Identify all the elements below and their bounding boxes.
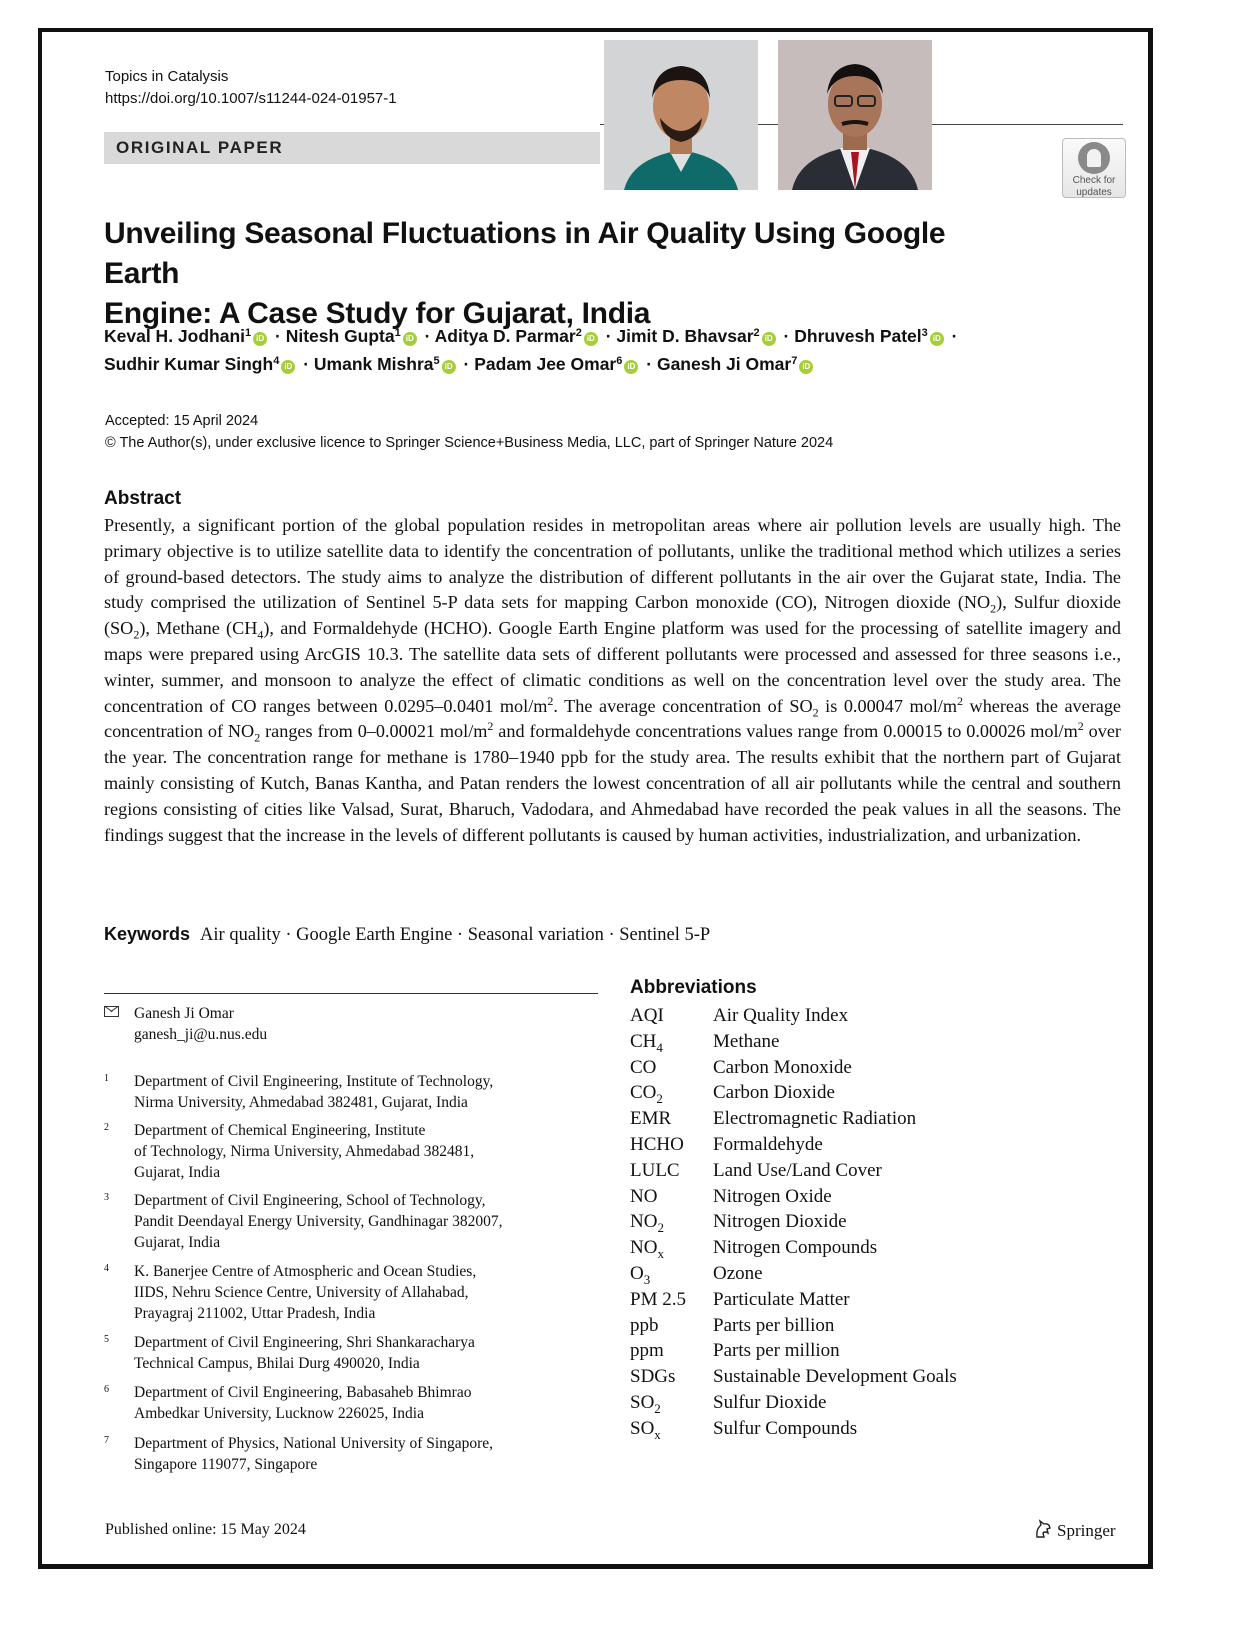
superscript: 2 xyxy=(487,719,494,734)
springer-horse-icon xyxy=(1033,1519,1053,1539)
abbreviation-row xyxy=(630,1055,1110,1081)
title-line-1: Unveiling Seasonal Fluctuations in Air Quality Using Google Earth xyxy=(104,217,946,290)
orcid-icon[interactable]: iD xyxy=(281,360,295,374)
title-line-2: Engine: A Case Study for Gujarat, India xyxy=(104,297,651,330)
affiliation-number: 5 xyxy=(104,1334,109,1345)
affiliation-number: 3 xyxy=(104,1192,109,1203)
author-aff: 2 xyxy=(575,327,582,339)
abbreviation-term xyxy=(630,1106,671,1132)
abbreviation-term-text: CO xyxy=(630,1082,657,1104)
abbreviation-definition: Nitrogen Oxide xyxy=(713,1185,832,1207)
author-name[interactable]: Sudhir Kumar Singh xyxy=(104,354,274,374)
separator: · xyxy=(783,326,790,346)
envelope-icon xyxy=(104,1006,119,1017)
author-aff: 7 xyxy=(791,355,798,367)
affiliation-line: Pandit Deendayal Energy University, Gandhinagar 382007, xyxy=(134,1213,503,1230)
journal-info xyxy=(105,66,397,110)
orcid-icon[interactable]: iD xyxy=(762,332,776,346)
orcid-icon[interactable]: iD xyxy=(799,360,813,374)
abbreviation-term-text: ppm xyxy=(630,1340,664,1362)
abbreviation-subscript: x xyxy=(657,1245,664,1261)
abbreviation-definition: Sulfur Dioxide xyxy=(713,1391,827,1413)
abstract-segment: ranges from 0–0.00021 mol/m xyxy=(260,721,488,742)
abstract-heading: Abstract xyxy=(104,488,182,509)
author-aff: 5 xyxy=(433,355,440,367)
affiliation-4 xyxy=(104,1261,564,1324)
check-for-updates-badge[interactable] xyxy=(1062,138,1126,198)
affiliation-number: 4 xyxy=(104,1263,109,1274)
abbreviation-row xyxy=(630,1364,1110,1390)
superscript: 2 xyxy=(547,693,554,708)
abbreviation-term xyxy=(630,1080,663,1106)
affiliation-line: Department of Chemical Engineering, Institute xyxy=(134,1122,426,1139)
superscript: 2 xyxy=(957,693,963,708)
abbreviation-term xyxy=(630,1364,675,1390)
abbreviation-definition: Particulate Matter xyxy=(713,1288,850,1310)
abbreviation-row xyxy=(630,1003,1110,1029)
abbreviation-definition: Electromagnetic Radiation xyxy=(713,1108,917,1130)
affiliation-line: Department of Physics, National University of Singapore, xyxy=(134,1435,494,1452)
abbreviation-term xyxy=(630,1055,656,1081)
author-photo-1 xyxy=(604,40,758,190)
affiliation-line: K. Banerjee Centre of Atmospheric and Ocean Studies, xyxy=(134,1263,477,1280)
abbreviation-term xyxy=(630,1338,664,1364)
affiliation-1 xyxy=(104,1071,564,1113)
affiliation-line: Ambedkar University, Lucknow 226025, India xyxy=(134,1405,424,1422)
abbreviation-term xyxy=(630,1132,684,1158)
abbreviation-term-text: CO xyxy=(630,1056,657,1078)
affiliation-2 xyxy=(104,1120,564,1183)
accepted-date: Accepted: 15 April 2024 xyxy=(105,413,259,429)
subscript: 2 xyxy=(254,731,261,746)
abbreviation-row xyxy=(630,1209,1110,1235)
author-name[interactable]: Dhruvesh Patel xyxy=(794,326,922,346)
abbreviations-list xyxy=(630,1003,1110,1442)
separator: · xyxy=(646,354,653,374)
affiliation-number: 7 xyxy=(104,1435,109,1446)
check-updates-icon xyxy=(1078,142,1110,174)
abbreviation-row xyxy=(630,1184,1110,1210)
abbreviation-term-text: NO xyxy=(630,1237,658,1259)
abbreviation-term xyxy=(630,1416,661,1442)
abbreviation-row xyxy=(630,1029,1110,1055)
abbreviation-term-text: O xyxy=(630,1262,644,1284)
abbreviation-subscript: 2 xyxy=(654,1400,661,1416)
abbreviation-term xyxy=(630,1261,650,1287)
email-link[interactable]: ganesh_ji@u.nus.edu xyxy=(134,1026,268,1043)
article-type-bar xyxy=(104,132,600,164)
affiliation-line: Department of Civil Engineering, Institute of Technology, xyxy=(134,1073,494,1090)
abbreviation-term xyxy=(630,1158,680,1184)
footnote-rule xyxy=(104,993,598,994)
paper-title xyxy=(104,214,984,334)
abbreviation-row xyxy=(630,1235,1110,1261)
author-name[interactable]: Ganesh Ji Omar xyxy=(656,354,792,374)
abbreviation-definition: Parts per billion xyxy=(713,1314,835,1336)
abbreviation-term xyxy=(630,1209,664,1235)
author-aff: 2 xyxy=(753,327,760,339)
abbreviation-row xyxy=(630,1106,1110,1132)
keywords-label: Keywords xyxy=(104,924,191,944)
abstract-segment: and formaldehyde concentrations values range from 0.00015 to 0.00026 mol/m xyxy=(493,721,1078,742)
abstract-segment: Presently, a significant portion of the global population resides in metropolitan areas where air pollution levels are usually high. The primary objective is to utilize satellite data to identify the concentration of pollutants, unlike the traditional method which utilizes a series of ground-based detectors. The study aims to analyze the distribution of different pollutants in the air over the Gujarat state, India. The study comprised the utilization of Sentinel 5-P data sets for mapping Carbon monoxide (CO), Nitrogen dioxide (NO xyxy=(104,515,1121,613)
orcid-icon[interactable]: iD xyxy=(253,332,267,346)
article-dates xyxy=(105,410,833,454)
separator: · xyxy=(424,326,431,346)
abstract-segment: ), Methane (CH xyxy=(139,618,258,639)
author-aff: 4 xyxy=(273,355,280,367)
affiliation-line: Department of Civil Engineering, Babasaheb Bhimrao xyxy=(134,1384,472,1401)
abbreviation-definition: Carbon Monoxide xyxy=(713,1056,852,1078)
author-name[interactable]: Padam Jee Omar xyxy=(474,354,617,374)
corresponding-author: Ganesh Ji Omar xyxy=(134,1005,234,1022)
subscript: 2 xyxy=(133,627,140,642)
abstract-segment: whereas the average concentration of NO xyxy=(104,695,1121,742)
abbreviation-term-text: CH xyxy=(630,1030,657,1052)
author-name[interactable]: Jimit D. Bhavsar xyxy=(616,326,754,346)
subscript: 4 xyxy=(257,627,264,642)
abstract-segment: is 0.00047 mol/m xyxy=(818,695,957,716)
keywords xyxy=(104,924,710,946)
doi-link[interactable]: https://doi.org/10.1007/s11244-024-01957-1 xyxy=(105,90,397,107)
affiliation-line: Nirma University, Ahmedabad 382481, Gujarat, India xyxy=(134,1094,468,1111)
affiliation-line: Department of Civil Engineering, School of Technology, xyxy=(134,1192,486,1209)
copyright-notice: © The Author(s), under exclusive licence to Springer Science+Business Media, LLC, part of Springer Nature 2024 xyxy=(105,435,834,451)
affiliation-line: Prayagraj 211002, Uttar Pradesh, India xyxy=(134,1305,376,1322)
abbreviation-row xyxy=(630,1287,1110,1313)
abbreviation-row xyxy=(630,1338,1110,1364)
subscript: 2 xyxy=(990,602,997,617)
abbreviation-definition: Sulfur Compounds xyxy=(713,1417,858,1439)
abstract-segment: ), and Formaldehyde (HCHO). Google Earth Engine platform was used for the processing of satellite imagery and maps were prepared using ArcGIS 10.3. The satellite data sets of different pollutants were processed and assessed for three seasons i.e., winter, summer, and monsoon to analyze the effect of climatic conditions as well on the concentration level over the study area. The concentration of CO ranges between 0.0295–0.0401 mol/m xyxy=(104,618,1121,716)
abbreviation-term xyxy=(630,1029,663,1055)
badge-line-2: updates xyxy=(1076,187,1112,198)
affiliation-line: Gujarat, India xyxy=(134,1234,221,1251)
abbreviation-term-text: LULC xyxy=(630,1159,680,1181)
affiliation-line: of Technology, Nirma University, Ahmedabad 382481, xyxy=(134,1143,475,1160)
abbreviation-term-text: ppb xyxy=(630,1314,659,1336)
abbreviation-definition: Nitrogen Dioxide xyxy=(713,1211,847,1233)
publisher-logo[interactable] xyxy=(1033,1519,1116,1541)
published-date: Published online: 15 May 2024 xyxy=(105,1521,306,1538)
orcid-icon[interactable]: iD xyxy=(403,332,417,346)
badge-line-1: Check for xyxy=(1072,175,1116,186)
separator: · xyxy=(463,354,470,374)
author-aff: 3 xyxy=(921,327,928,339)
abbreviation-definition: Sustainable Development Goals xyxy=(713,1366,957,1388)
superscript: 2 xyxy=(1077,719,1084,734)
orcid-icon[interactable]: iD xyxy=(442,360,456,374)
affiliation-number: 6 xyxy=(104,1384,109,1395)
journal-name: Topics in Catalysis xyxy=(105,68,229,85)
abbreviation-row xyxy=(630,1080,1110,1106)
abbreviation-subscript: x xyxy=(654,1426,661,1442)
abbreviation-definition: Land Use/Land Cover xyxy=(713,1159,882,1181)
affiliation-line: Department of Civil Engineering, Shri Shankaracharya xyxy=(134,1334,475,1351)
abbreviation-term-text: SDGs xyxy=(630,1366,676,1388)
abbreviation-definition: Carbon Dioxide xyxy=(713,1082,835,1104)
abstract-segment: ), Sulfur dioxide (SO xyxy=(104,592,1121,639)
orcid-icon[interactable]: iD xyxy=(624,360,638,374)
correspondence xyxy=(104,1003,604,1045)
affiliation-number: 2 xyxy=(104,1122,109,1133)
abbreviations-heading: Abbreviations xyxy=(630,977,757,998)
separator: · xyxy=(275,326,281,346)
affiliation-3 xyxy=(104,1190,564,1253)
affiliation-6 xyxy=(104,1382,564,1424)
author-name[interactable]: Keval H. Jodhani xyxy=(104,326,246,346)
abbreviation-row xyxy=(630,1158,1110,1184)
author-line-2 xyxy=(104,350,1104,378)
separator: · xyxy=(303,354,310,374)
abbreviation-term-text: PM 2.5 xyxy=(630,1288,686,1310)
abbreviation-subscript: 2 xyxy=(656,1091,663,1107)
abbreviation-term-text: SO xyxy=(630,1417,655,1439)
separator: · xyxy=(605,326,612,346)
abstract-segment: . The average concentration of SO xyxy=(553,695,813,716)
author-name[interactable]: Umank Mishra xyxy=(313,354,434,374)
author-aff: 1 xyxy=(245,327,252,339)
affiliation-line: Gujarat, India xyxy=(134,1164,221,1181)
abbreviation-term xyxy=(630,1287,686,1313)
affiliation-line: Singapore 119077, Singapore xyxy=(134,1456,318,1473)
abbreviation-subscript: 4 xyxy=(656,1039,663,1055)
abbreviation-definition: Parts per million xyxy=(713,1340,840,1362)
affiliation-number: 1 xyxy=(104,1073,109,1084)
orcid-icon[interactable]: iD xyxy=(584,332,598,346)
abbreviation-term-text: NO xyxy=(630,1211,658,1233)
abbreviation-row xyxy=(630,1132,1110,1158)
publisher-name: Springer xyxy=(1057,1521,1116,1540)
abbreviation-term xyxy=(630,1003,664,1029)
abbreviation-term-text: EMR xyxy=(630,1108,672,1130)
abbreviation-definition: Nitrogen Compounds xyxy=(713,1237,878,1259)
abbreviation-row xyxy=(630,1261,1110,1287)
abbreviation-definition: Ozone xyxy=(713,1262,763,1284)
author-photo-2 xyxy=(778,40,932,190)
author-name[interactable]: Aditya D. Parmar xyxy=(434,326,576,346)
abbreviation-term-text: NO xyxy=(630,1185,658,1207)
author-list xyxy=(104,322,1104,378)
abbreviation-definition: Methane xyxy=(713,1030,780,1052)
separator: · xyxy=(951,326,958,346)
subscript: 2 xyxy=(812,705,819,720)
abbreviation-row xyxy=(630,1416,1110,1442)
abstract-text xyxy=(104,513,1121,848)
abbreviation-subscript: 2 xyxy=(657,1220,664,1236)
author-aff: 6 xyxy=(616,355,623,367)
affiliation-line: Technical Campus, Bhilai Durg 490020, India xyxy=(134,1355,420,1372)
abbreviation-definition: Formaldehyde xyxy=(713,1133,823,1155)
abbreviation-term xyxy=(630,1184,657,1210)
author-line-1 xyxy=(104,322,1104,350)
abbreviation-definition: Air Quality Index xyxy=(713,1005,849,1026)
abbreviation-subscript: 3 xyxy=(643,1271,651,1287)
abbreviation-term xyxy=(630,1390,661,1416)
abbreviation-term xyxy=(630,1235,664,1261)
orcid-icon[interactable]: iD xyxy=(930,332,944,346)
abbreviation-row xyxy=(630,1313,1110,1339)
abbreviation-row xyxy=(630,1390,1110,1416)
keywords-list: Air quality · Google Earth Engine · Seasonal variation · Sentinel 5-P xyxy=(200,925,711,945)
abbreviation-term-text: HCHO xyxy=(630,1133,684,1155)
affiliation-line: IIDS, Nehru Science Centre, University of Allahabad, xyxy=(134,1284,469,1301)
abstract-segment: over the year. The concentration range for methane is 1780–1940 ppb for the study area. The results exhibit that the northern part of Gujarat mainly consisting of Kutch, Banas Kantha, and Patan renders the lowest concentration of all air pollutants while the central and southern regions consisting of cities like Valsad, Surat, Bharuch, Vadodara, and Ahmedabad have recorded the peak values in all the seasons. The findings suggest that the increase in the levels of different pollutants is caused by human activities, industrialization, and urbanization. xyxy=(104,721,1121,845)
article-type: ORIGINAL PAPER xyxy=(116,138,284,157)
author-name[interactable]: Nitesh Gupta xyxy=(285,326,395,346)
affiliation-5 xyxy=(104,1332,564,1374)
abbreviation-term-text: AQI xyxy=(630,1005,664,1026)
abbreviation-term-text: SO xyxy=(630,1391,655,1413)
abbreviation-term xyxy=(630,1313,659,1339)
author-aff: 1 xyxy=(394,327,401,339)
affiliation-7 xyxy=(104,1433,564,1475)
